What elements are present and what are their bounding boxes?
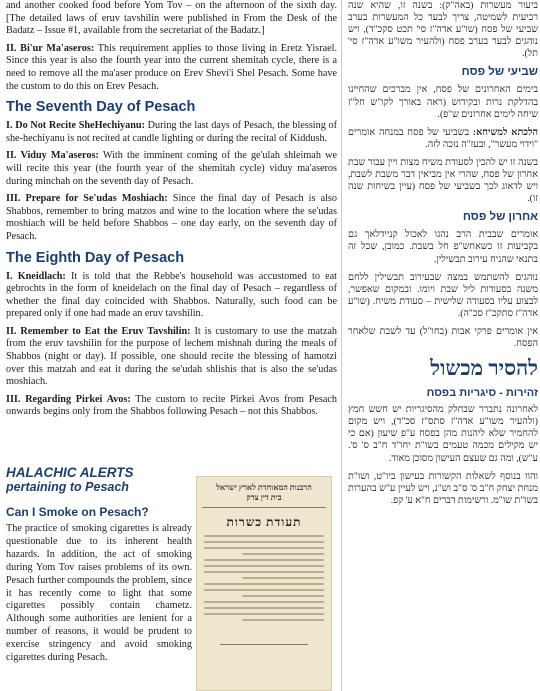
eighth-day-item-2-text: It is customary to use the matzah from the eruv tavshilin for the purpose of lechem mishnah during the meals of Shabbos (night or day). If possible, one should recite the blessing of hamotzi over this matzah and eat it during the se'udah shlishis that is also the se'udas moshiach. — [6, 325, 337, 388]
certificate-header-line-2: בית דין צדק — [246, 493, 282, 502]
eighth-day-item-1-label: I. Kneidlach: — [6, 270, 66, 282]
seventh-day-item-2 — [6, 150, 337, 188]
certificate-header-line-1: הרבנות המאוחדת לארץ ישראל — [216, 483, 312, 492]
seventh-day-heading: The Seventh Day of Pesach — [6, 99, 196, 116]
eighth-day-item-2 — [6, 326, 337, 389]
seventh-day-item-2-label: II. Viduy Ma'aseros: — [6, 150, 99, 162]
hebrew-seventh-p3: בשנה זו יש להכין לסעודת משיח מצות ויין עבור שבת אחרון של פסח, שהרי אין מביאין דבר משבת לשבת, ויש לדאוג לכך בשביעי של פסח (עיין בשיחות שנה זו). — [348, 156, 538, 205]
certificate-text-line — [204, 613, 324, 615]
certificate-text-line — [204, 535, 324, 537]
seventh-day-item-3-label: III. Prepare for Se'udas Moshiach: — [6, 193, 168, 205]
eighth-day-item-3-text: The custom to recite Pirkei Avos from Pesach onwards begins only from the Shabbos following Pesach – not this Shabbos. — [6, 393, 337, 418]
certificate-text-line — [204, 589, 324, 591]
smoking-answer-text: The practice of smoking cigarettes is already questionable due to its inherent health hazards. In addition, the act of smoking during Yom Tov raises problems of its own. Pesach further compounds the problem, since it has recently come to light that some cigarettes possibly contain chametz. Although some authorities are lenient for a number of reasons, it would be prudent to exercise stringency and avoid smoking cigarettes during Pesach. — [6, 523, 192, 664]
certificate-text-line — [204, 583, 324, 585]
column-divider — [341, 0, 342, 691]
seventh-day-item-3 — [6, 193, 337, 243]
halachic-alerts-title: HALACHIC ALERTS — [6, 465, 134, 480]
hebrew-smoking-p2: והוו בנוסף לשאלות הקשורות בעישון ביו"ט, ושו"ת מנחת יצחק ח"ב ס' ס"ב וש"נ, ויש לעיין ע"ש בהערות בשו"ת שו"מ. ורשימות דברים ח"א ע' קפ. — [348, 470, 538, 506]
hebrew-seventh-p1: בימים האחרונים של פסח, אין מברכים שהחיינו בהדלקת נרות ובקידוש (ראה באורך לקו"ש חל"ז שיחה לימים אחרונים ש"פ). — [348, 84, 538, 120]
hebrew-eighth-day-heading: אחרון של פסח — [462, 211, 538, 224]
eighth-day-heading: The Eighth Day of Pesach — [6, 249, 185, 266]
hebrew-big-heading: להסיר מכשול — [430, 356, 538, 381]
eighth-day-item-1 — [6, 271, 337, 321]
seventh-day-item-2-text: With the imminent coming of the ge'ulah shleimah we will recite this year (the fourth year of the shemitah cycle) viduy ma'aseros during minchah on the seventh day of Pesach. — [6, 150, 337, 187]
certificate-text-line — [204, 571, 324, 573]
certificate-text-line — [242, 553, 324, 555]
certificate-text-line — [242, 577, 324, 579]
certificate-text-line — [204, 601, 324, 603]
biur-maaseros-text: This requirement applies to those living in Eretz Yisrael. Since this year is also the fourth year into the current shemitah cycle, there is a need to remove all the ma'aser produce on Erev Shevi'i Shel Pesach. Some have the custom to do this on Erev Pesach. — [6, 42, 337, 92]
hebrew-column — [348, 0, 538, 691]
seventh-day-item-1-label: I. Do Not Recite SheHechiyanu: — [6, 120, 145, 132]
eighth-day-item-1-text: It is told that the Rebbe's household was accustomed to eat gebrochts in the form of kneidelach on the final day of Pesach – regardless of whether the final day coincided with Shabbos. Naturally, such food can be prepared only if one had made an eruv tavshilin. — [6, 270, 337, 320]
hebrew-seventh-p2-text: בשביעי של פסח במנחה אומרים "וידוי מעשר", ובעז"ה נזכה לזה. — [348, 126, 538, 150]
hebrew-smoking-heading: זהירות - סיגריות בפסח — [426, 387, 538, 400]
hebrew-intro-paragraph: ביעור מעשרות (באה"ק): בשנה זו, שהיא שנה רביעית לשמיטה, צריך לבער כל המעשרות בערב שביעי של פסח (שו"ע אדה"ז סי' תכט סקכ"ד), ויש נוהגים לבער בערב פסח (ולהעיר משו"ע אדה"ז סי' תל). — [348, 0, 538, 60]
hebrew-seventh-p2-label: הלכתא למשיחא: — [472, 126, 538, 138]
certificate-title: תעודת כשרות — [226, 515, 302, 529]
certificate-text-line — [204, 541, 324, 543]
hebrew-eighth-p2: נוהגים להשתמש במצה שבעירוב תבשילין ללחם משנה בסעודות ליל שבת ויומו. ובמקום שאפשר, לבצוע עליו בסעודה שלישית – סעודת משיח. (שו"ע אדה"ז סתקכ"ז סכ"ה). — [348, 271, 538, 319]
biur-maaseros-label: II. Bi'ur Ma'aseros: — [6, 42, 95, 54]
certificate-text-line — [204, 559, 324, 561]
certificate-header-rule — [202, 507, 326, 508]
seventh-day-item-1 — [6, 120, 337, 145]
hebrew-smoking-p1: לאחרונה נתברר שבחלק מהסיגריות יש חשש חמץ (ולהעיר משו"ע אדה"ז סתס"ז סכ"ד), ויש מקום להחמיר שלא ליהנות מהן בפסח ע"פ שיעון (אם כי יש מקילים מכמה טעמים בשו"ת יחו"ד ח"ב ס' ס'. ע"ש), ומה גם שעצם העישון מסוכן מאוד. — [348, 404, 538, 464]
halachic-alerts-subtitle: pertaining to Pesach — [6, 480, 129, 494]
smoking-question-heading: Can I Smoke on Pesach? — [6, 505, 149, 519]
eruv-intro-paragraph: and another cooked food before Yom Tov – on the afternoon of the sixth day. [The detailed laws of eruv tavshilin were published in From the Desk of the Badatz – Issue #1, available from the secretariat of the Badatz.] — [6, 0, 337, 37]
hebrew-eighth-p1: אומרים שבבית הרב נהגו לאכול קניידלאך גם בקביעות זו כשאחש"פ חל בשבת. כמובן, שכל זה בתנאי שהניח עירוב תבשילין. — [348, 229, 538, 265]
certificate-text-line — [204, 565, 324, 567]
seventh-day-item-3-text: Since the final day of Pesach is also Shabbos, remember to bring matzos and wine to the location where the se'udas moshiach will be held before Shabbos – one day early, on the seventh day of Pesach. — [6, 193, 337, 242]
eighth-day-item-3 — [6, 394, 337, 419]
hebrew-seventh-day-heading: שביעי של פסח — [461, 66, 538, 79]
eighth-day-item-2-label: II. Remember to Eat the Eruv Tavshilin: — [6, 325, 191, 337]
eighth-day-item-3-label: III. Regarding Pirkei Avos: — [6, 393, 131, 405]
kashrus-certificate-image — [196, 476, 332, 691]
certificate-text-line — [204, 607, 324, 609]
certificate-signature — [220, 629, 308, 645]
biur-maaseros-paragraph — [6, 43, 337, 93]
certificate-text-line — [204, 547, 324, 549]
hebrew-eighth-p3: אין אומרים פרקי אבות (בחו"ל) עד לשבת שלאחר הפסח. — [348, 325, 538, 350]
hebrew-seventh-p2 — [348, 127, 538, 151]
certificate-text-line — [242, 619, 324, 621]
certificate-text-line — [242, 595, 324, 597]
seventh-day-item-1-text: During the last days of Pesach, the blessing of she-hechiyanu is not recited at candle lighting or during the recital of Kiddush. — [6, 120, 337, 144]
